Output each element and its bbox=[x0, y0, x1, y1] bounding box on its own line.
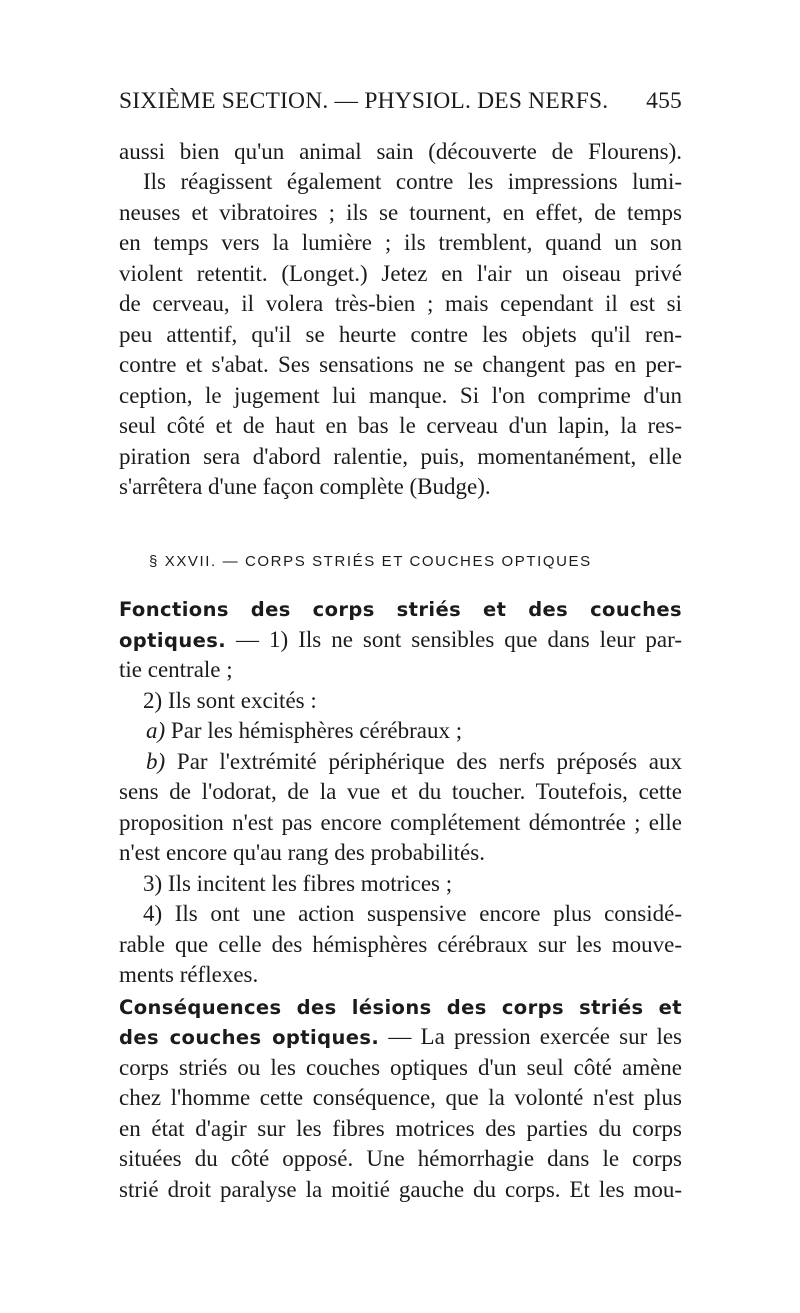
text-line: piration sera d'abord ralentie, puis, momentanément, elle bbox=[119, 444, 682, 469]
text-line: peu attentif, qu'il se heurte contre les objets qu'il ren- bbox=[119, 322, 682, 347]
rubric-consequences: Conséquences des lésions des corps striés et bbox=[119, 996, 682, 1019]
text-line: Ils réagissent également contre les impressions lumi- bbox=[143, 169, 682, 194]
text-line: s'arrêtera d'une façon complète (Budge). bbox=[119, 474, 491, 499]
rubric-line bbox=[119, 992, 682, 1023]
text-line: de cerveau, il volera très-bien ; mais cependant il est si bbox=[119, 291, 682, 316]
section-heading: § XXVII. — CORPS STRIÉS ET COUCHES OPTIQUES bbox=[149, 553, 592, 570]
text-line: 3) Ils incitent les fibres motrices ; bbox=[143, 871, 453, 896]
text-line bbox=[119, 1022, 682, 1053]
text-line: strié droit paralyse la moitié gauche du corps. Et les mou- bbox=[119, 1177, 682, 1202]
text-run: Par l'extrémité périphérique des nerfs préposés aux bbox=[176, 749, 682, 774]
rubric-fonctions-end: optiques. bbox=[119, 629, 227, 652]
list-item-a bbox=[146, 716, 682, 746]
running-title: SIXIÈME SECTION. — PHYSIOL. DES NERFS. bbox=[119, 88, 609, 114]
text-line: 2) Ils sont excités : bbox=[143, 688, 317, 713]
text-run: — La pression exercée sur les bbox=[379, 1024, 682, 1049]
text-line: neuses et vibratoires ; ils se tournent, en effet, de temps bbox=[119, 200, 682, 225]
rubric-line bbox=[119, 594, 682, 625]
rubric-consequences-end: des couches optiques. bbox=[119, 1026, 380, 1049]
text-line: sens de l'odorat, de la vue et du toucher. Toutefois, cette bbox=[119, 779, 682, 804]
list-item-b bbox=[146, 747, 682, 777]
text-line: contre et s'abat. Ses sensations ne se changent pas en per- bbox=[119, 352, 682, 377]
text-line: 4) Ils ont une action suspensive encore plus considé- bbox=[143, 901, 682, 926]
text-line: chez l'homme cette conséquence, que la volonté n'est plus bbox=[119, 1085, 682, 1110]
text-line: aussi bien qu'un animal sain (découverte de Flourens). bbox=[119, 139, 682, 164]
text-line: rable que celle des hémisphères cérébraux sur les mouve- bbox=[119, 932, 682, 957]
text-line: situées du côté opposé. Une hémorrhagie dans le corps bbox=[119, 1146, 682, 1171]
text-line bbox=[119, 625, 682, 656]
text-line: violent retentit. (Longet.) Jetez en l'air un oiseau privé bbox=[119, 261, 682, 286]
text-line: seul côté et de haut en bas le cerveau d'un lapin, la res- bbox=[119, 413, 682, 438]
text-line: tie centrale ; bbox=[119, 657, 233, 682]
text-line: proposition n'est pas encore complétement démontrée ; elle bbox=[119, 810, 682, 835]
text-run: Par les hémisphères cérébraux ; bbox=[170, 718, 463, 743]
rubric-fonctions: Fonctions des corps striés et des couches bbox=[119, 598, 682, 621]
text-line: ception, le jugement lui manque. Si l'on comprime d'un bbox=[119, 383, 682, 408]
list-marker-b: b) bbox=[146, 749, 166, 774]
page-number: 455 bbox=[646, 88, 682, 114]
text-run: — 1) Ils ne sont sensibles que dans leur par- bbox=[226, 627, 682, 652]
list-marker-a: a) bbox=[146, 718, 166, 743]
text-line: en temps vers la lumière ; ils tremblent, quand un son bbox=[119, 230, 682, 255]
text-line: corps striés ou les couches optiques d'un seul côté amène bbox=[119, 1055, 682, 1080]
text-line: n'est encore qu'au rang des probabilités. bbox=[119, 840, 485, 865]
text-line: ments réflexes. bbox=[119, 962, 259, 987]
text-line: en état d'agir sur les fibres motrices des parties du corps bbox=[119, 1116, 682, 1141]
